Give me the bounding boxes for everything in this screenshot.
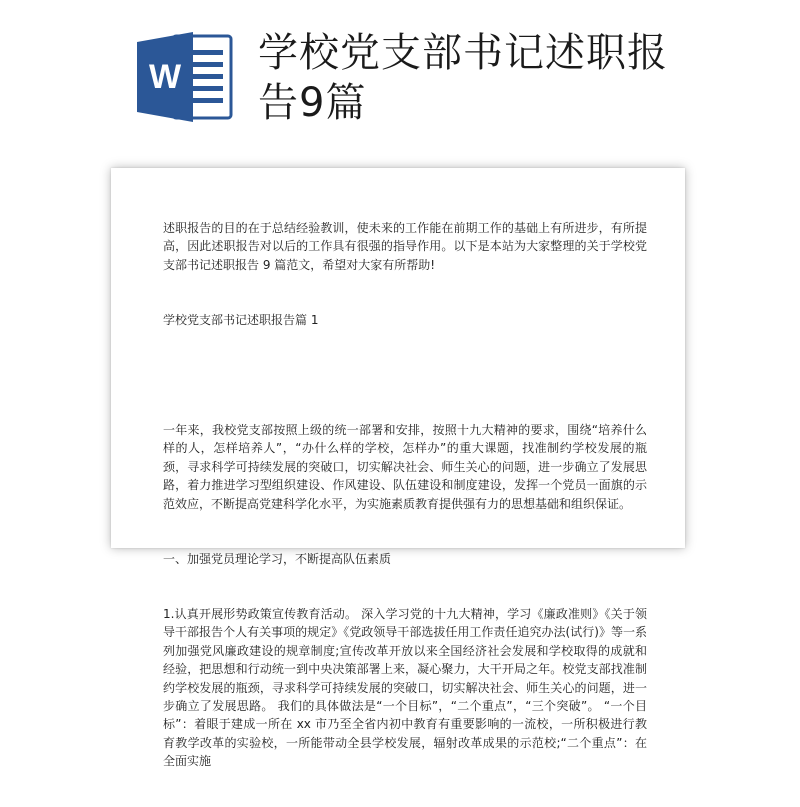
document-page xyxy=(111,168,685,769)
section-title: 学校党支部书记述职报告篇 1 xyxy=(163,312,319,327)
page-title: 学校党支部书记述职报告9篇 xyxy=(258,30,668,126)
intro-paragraph: 述职报告的目的在于总结经验教训，使未来的工作能在前期工作的基础上有所进步，有所提高，因此述职报告对以后的工作具有很强的指导作用。以下是本站为大家整理的关于学校党支部书记述职报告 9 篇范文，希望对大家有所帮助! xyxy=(163,220,647,272)
document-content xyxy=(163,182,647,807)
word-document-icon xyxy=(135,30,235,124)
body-paragraph: 1.认真开展形势政策宣传教育活动。 深入学习党的十九大精神，学习《廉政准则》《关于领导干部报告个人有关事项的规定》《党政领导干部选拔任用工作责任追究办法(试行)》等一系列加强党风廉政建设的规章制度;宣传改革开放以来全国经济社会发展和学校取得的成就和经验，把思想和行动统一到中央决策部署上来，凝心聚力，大干开局之年。校党支部找准制约学校发展的瓶颈，寻求科学可持续发展的突破口，切实解决社会、师生关心的问题，进一步确立了发展思路。 我们的具体做法是“一个目标”，“二个重点”，“三个突破”。 “一个目标”：着眼于建成一所在 xx 市乃至全省内初中教育有重要影响的一流校，一所积极进行教育教学改革的实验校，一所能带动全县学校发展，辐射改革成果的示范校;“二个重点”：在全面实施 xyxy=(163,606,647,769)
section-heading: 一、加强党员理论学习，不断提高队伍素质 xyxy=(163,551,392,566)
paragraph-gap xyxy=(163,366,647,384)
body-paragraph: 一年来，我校党支部按照上级的统一部署和安排，按照十九大精神的要求，围绕“培养什么样的人，怎样培养人”，“办什么样的学校，怎样办”的重大课题，找准制约学校发展的瓶颈，寻求科学可持续发展的突破口，切实解决社会、师生关心的问题，进一步确立了发展思路，着力推进学习型组织建设、作风建设、队伍建设和制度建设，发挥一个党员一面旗的示范效应，不断提高党建科学化水平，为实施素质教育提供强有力的思想基础和组织保证。 xyxy=(163,422,647,511)
header xyxy=(0,0,800,160)
word-icon-letter: W xyxy=(148,58,182,96)
